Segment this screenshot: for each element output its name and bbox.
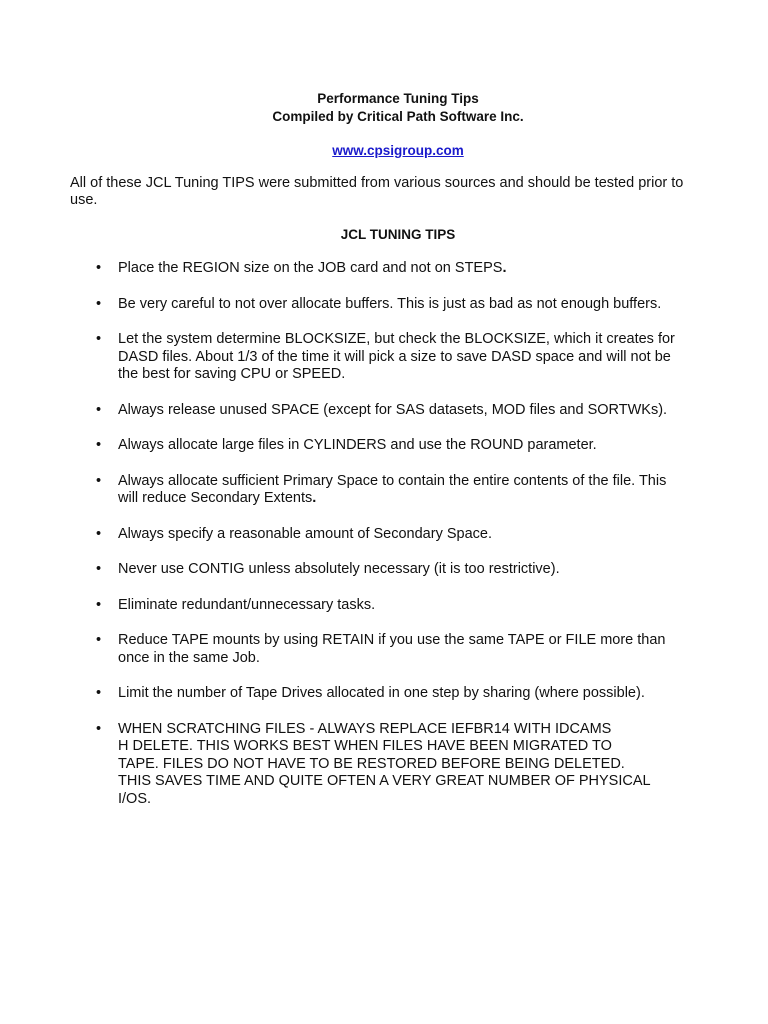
document-title <box>108 90 688 125</box>
title-line-1: Performance Tuning Tips <box>317 91 479 106</box>
tip-text: Eliminate redundant/unnecessary tasks. <box>118 596 376 613</box>
tip-text: Be very careful to not over allocate buffers. This is just as bad as not enough buffers. <box>118 295 662 312</box>
tip-text: Never use CONTIG unless absolutely necessary (it is too restrictive). <box>118 561 560 577</box>
list-item <box>70 685 688 703</box>
list-item <box>70 721 688 809</box>
list-item <box>70 402 688 420</box>
bullet-icon: • <box>96 720 102 737</box>
bullet-icon: • <box>96 632 102 648</box>
bullet-icon: • <box>96 401 102 418</box>
list-item <box>70 260 688 278</box>
bullet-icon: • <box>96 295 102 312</box>
tip-text: Always allocate large files in CYLINDERS and use the ROUND parameter. <box>118 437 597 453</box>
tip-text: Let the system determine BLOCKSIZE, but check the BLOCKSIZE, which it creates for DASD files. About 1/3 of the time it will pick a size to save DASD space and will not be the best for saving CPU or SPEED. <box>118 331 675 382</box>
tip-end-mark: . <box>502 260 507 276</box>
list-item <box>70 632 688 667</box>
tip-text: Place the REGION size on the JOB card and not on STEPS <box>118 260 503 276</box>
tips-list <box>70 260 688 808</box>
bullet-icon: • <box>96 685 102 701</box>
bullet-icon: • <box>96 525 102 542</box>
tip-text: Reduce TAPE mounts by using RETAIN if you use the same TAPE or FILE more than once in the same Job. <box>118 632 666 666</box>
intro-paragraph: All of these JCL Tuning TIPS were submitted from various sources and should be tested prior to use. <box>70 175 684 208</box>
tip-text: Limit the number of Tape Drives allocated in one step by sharing (where possible). <box>118 685 645 701</box>
list-item <box>70 597 688 615</box>
list-item <box>70 296 688 314</box>
bullet-icon: • <box>96 260 102 276</box>
list-item <box>70 526 688 544</box>
tip-text: Always allocate sufficient Primary Space to contain the entire contents of the file. This will reduce Secondary Extents <box>118 472 667 506</box>
bullet-icon: • <box>96 561 102 577</box>
section-heading: JCL TUNING TIPS <box>340 227 456 242</box>
list-item <box>70 437 688 455</box>
title-line-2: Compiled by Critical Path Software Inc. <box>272 108 524 124</box>
bullet-icon: • <box>96 437 102 453</box>
list-item <box>70 331 688 384</box>
tip-text: Always release unused SPACE (except for SAS datasets, MOD files and SORTWKs). <box>118 401 668 418</box>
list-item <box>70 561 688 579</box>
list-item <box>70 473 688 508</box>
bullet-icon: • <box>96 472 102 489</box>
bullet-icon: • <box>96 596 102 613</box>
website-link[interactable]: www.cpsigroup.com <box>332 143 464 158</box>
tip-end-mark: . <box>312 490 317 506</box>
bullet-icon: • <box>96 331 102 347</box>
tip-text: Always specify a reasonable amount of Secondary Space. <box>118 525 492 542</box>
website-line <box>108 142 688 159</box>
tip-text: WHEN SCRATCHING FILES - ALWAYS REPLACE IEFBR14 WITH IDCAMS H DELETE. THIS WORKS BEST WHEN FILES HAVE BEEN MIGRATED TO TAPE. FILES DO NOT HAVE TO BE RESTORED BEFORE BEING DELETED. THIS SAVES TIME AND QUITE OFTEN A VERY GREAT NUMBER OF PHYSICAL I/OS. <box>118 720 651 807</box>
